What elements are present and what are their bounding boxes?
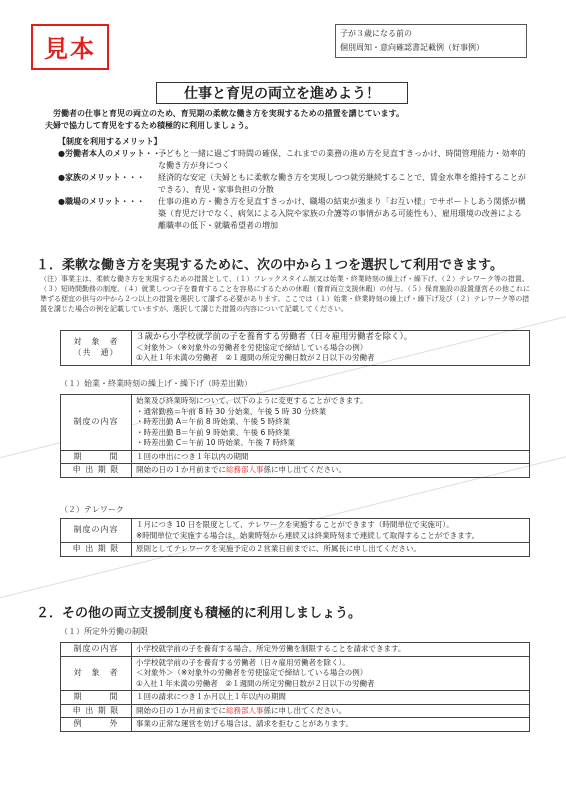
row-line: ＜対象外＞（※対象外の労働者を労使協定で締結している場合の例） [136,668,368,677]
merit-label: ●職場のメリット・・・ [58,197,145,206]
section2-table [60,642,530,732]
row-line: ※時間単位で実施する場合は、始業時刻から連続又は終業時刻まで連続して取得することができます。 [136,530,480,540]
sub2-table [60,518,530,557]
row-line: ・通常勤務＝午前 8 時 30 分始業、午後 5 時 30 分終業 [136,406,327,416]
section1-note: （注）事業主は、柔軟な働き方を実現するための措置として、（１）フレックスタイム制又は始業・終業時刻の繰上げ・繰下げ、（２）テレワーク等の措置、（３）短時間勤務の制度、（４）就業しつつ子を養育することを容易にするための休暇（養育両立支援休暇）の付与、（５）保育施設の設置運営その他これに準ずる便宜の供与の中から２つ以上の措置を選択して講ずる必要があります。ここでは（１）始業・終業時刻の繰上げ・繰下げ及び（２）テレワーク等の措置を講じた場合の例を記載していますが、選択して講じた措置の内容について記載してください。 [40,275,530,313]
text-post: 係に申し出てください。 [263,705,346,715]
section2-sub-title: （１）所定外労働の制限 [60,627,148,636]
row-content: １回の請求につき１か月以上１年以内の期間 [132,691,530,705]
target-sub: ①入社１年未満の労働者 ②１週間の所定労働日数が２日以下の労働者 [136,353,375,362]
row-label: 対 象 者 [61,656,132,691]
section2-heading: ２．その他の両立支援制度も積極的に利用しましょう。 [36,606,362,621]
row-label: 制度の内容 [61,519,132,543]
intro-text [45,108,535,132]
row-label: 制度の内容 [61,395,132,451]
row-line: ・時差出勤 A＝午前 8 時始業、午後 5 時終業 [136,417,291,426]
row-label: 制度の内容 [61,643,132,657]
text-highlight: 総務部人事 [226,705,264,715]
target-sub: ＜対象外＞（※対象外の労働者を労使協定で締結している場合の例） [136,342,368,352]
row-content [132,704,530,718]
row-content: 小学校就学前の子を養育する場合、所定外労働を制限することを請求できます。 [132,643,530,657]
target-table [60,330,530,366]
row-label: 申 出 期 限 [61,704,132,718]
row-label: 例 外 [61,718,132,732]
top-note [335,24,527,58]
merit-text: 経済的な安定（夫婦ともに柔軟な働き方を実現しつつ就労継続することで、賃金水準を維持することができる）、育児・家事負担の分散 [158,173,526,194]
sample-stamp: 見本 [31,24,109,70]
top-note-line: 子が３歳になる前の [340,29,412,38]
merit-item [58,172,528,194]
row-content: 事業の正常な運営を妨げる場合は、請求を拒むことがあります。 [132,718,530,732]
intro-line: 労働者の仕事と育児の両立のため、育児期の柔軟な働き方を実現するための措置を講じています。 [53,109,405,118]
target-label: 対 象 者 （共 通） [61,331,132,366]
section1-heading: １．柔軟な働き方を実現するために、次の中から１つを選択して利用できます。 [36,258,503,273]
intro-line: 夫婦で協力して育児をするため積極的に利用しましょう。 [45,121,253,130]
merit-heading: 【制度を利用するメリット】 [58,137,162,146]
text-highlight: 総務部人事 [226,465,264,474]
target-main: ３歳から小学校就学前の子を養育する労働者（日々雇用労働者を除く）。 [136,332,413,342]
row-content [132,519,530,543]
merit-text: 子どもと一緒に過ごす時間の確保、これまでの業務の進め方を見直すきっかけ、時間管理能力・効率的な働き方が身につく [158,149,526,170]
merit-item [58,148,528,170]
merit-text: 仕事の進め方・働き方を見直すきっかけ、職場の結束が強まり「お互い様」でサポートしあう関係が構築（育児だけでなく、病気による入院や家族の介護等の事情がある可能性も）、雇用環境の改善による離職率の低下・就職希望者の増加 [158,197,526,230]
row-content [132,464,530,478]
sub2-title: （２）テレワーク [60,505,124,514]
top-note-line: 個別周知・意向確認書記載例（好事例） [340,43,484,52]
text-pre: 開始の日の１か月前までに [136,465,226,474]
sub1-title: （１）始業・終業時刻の繰上げ・繰下げ（時差出勤） [60,379,252,388]
row-line: １月につき 10 日を限度として、テレワークを実施することができます（時間単位で実施可）。 [136,520,454,529]
sub1-table [60,394,530,478]
merit-label: ●家族のメリット・・・ [58,173,145,182]
row-label: 期 間 [61,691,132,705]
row-content: １回の申出につき１年以内の期間 [132,450,530,464]
row-label: 申 出 期 限 [61,464,132,478]
text-post: 係に申し出てください。 [263,465,346,474]
target-cell [132,331,530,366]
text-pre: 開始の日の１か月前までに [136,705,226,715]
merit-label: ●労働者本人のメリット・・・ [58,149,169,158]
row-line: ①入社１年未満の労働者 ②１週間の所定労働日数が２日以下の労働者 [136,678,375,688]
row-line: ・時差出勤 B＝午前 9 時始業、午後 6 時終業 [136,427,291,437]
row-content [132,656,530,691]
row-content: 原則としてテレワークを実施予定の２営業日前までに、所属長に申し出てください。 [132,543,530,557]
merit-item [58,196,528,230]
row-label: 申 出 期 限 [61,543,132,557]
row-line: ・時差出勤 C＝午前 10 時始業、午後 7 時終業 [136,438,295,447]
row-line: 小学校就学前の子を養育する労働者（日々雇用労働者を除く）。 [136,657,350,667]
row-line: 始業及び終業時刻について、以下のように変更することができます。 [136,396,368,405]
row-content [132,395,530,451]
row-label: 期 間 [61,450,132,464]
page-title: 仕事と育児の両立を進めよう！ [156,82,408,104]
